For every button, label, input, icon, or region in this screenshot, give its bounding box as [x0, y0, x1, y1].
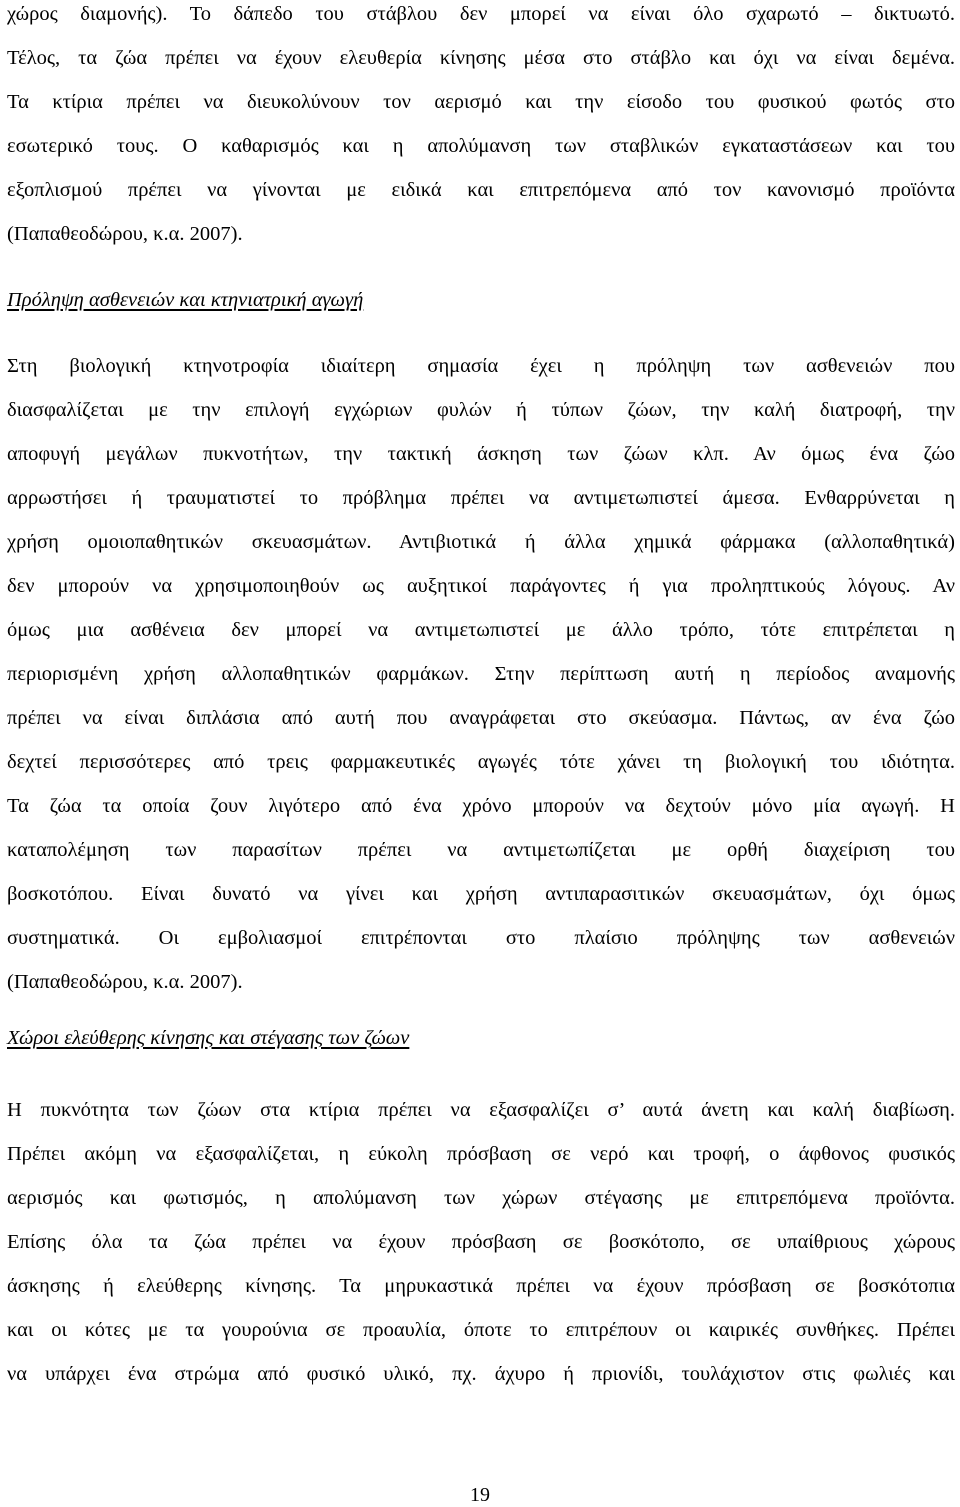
section-heading-housing: Χώροι ελεύθερης κίνησης και στέγασης των ζώων — [7, 1027, 410, 1049]
text-line: (Παπαθεοδώρου, κ.α. 2007). — [7, 971, 243, 993]
text-line: Τα ζώα τα οποία ζουν λιγότερο από ένα χρόνο μπορούν να δεχτούν μόνο μία αγωγή. Η — [7, 795, 955, 817]
text-line: καταπολέμηση των παρασίτων πρέπει να αντιμετωπίζεται με ορθή διαχείριση του — [7, 839, 955, 861]
text-line: δεχτεί περισσότερες από τρεις φαρμακευτικές αγωγές τότε χάνει τη βιολογική του ιδιότητα. — [7, 751, 955, 773]
text-line: χρήση ομοιοπαθητικών σκευασμάτων. Αντιβιοτικά ή άλλα χημικά φάρμακα (αλλοπαθητικά) — [7, 531, 955, 553]
text-line: Τέλος, τα ζώα πρέπει να έχουν ελευθερία κίνησης μέσα στο στάβλο και όχι να είναι δεμένα. — [7, 47, 955, 69]
text-line: εσωτερικό τους. Ο καθαρισμός και η απολύμανση των σταβλικών εγκαταστάσεων και του — [7, 135, 955, 157]
text-line: (Παπαθεοδώρου, κ.α. 2007). — [7, 223, 243, 245]
text-line: Πρέπει ακόμη να εξασφαλίζεται, η εύκολη πρόσβαση σε νερό και τροφή, ο άφθονος φυσικός — [7, 1143, 955, 1165]
text-line: να υπάρχει ένα στρώμα από φυσικό υλικό, πχ. άχυρο ή πριονίδι, τουλάχιστον στις φωλιές και — [7, 1363, 955, 1385]
text-line: δεν μπορούν να χρησιμοποιηθούν ως αυξητικοί παράγοντες ή για προληπτικούς λόγους. Αν — [7, 575, 955, 597]
text-line: αερισμός και φωτισμός, η απολύμανση των χώρων στέγασης με επιτρεπόμενα προϊόντα. — [7, 1187, 955, 1209]
text-line: χώρος διαμονής). Το δάπεδο του στάβλου δεν μπορεί να είναι όλο σχαρωτό – δικτυωτό. — [7, 3, 955, 25]
text-line: Στη βιολογική κτηνοτροφία ιδιαίτερη σημασία έχει η πρόληψη των ασθενειών που — [7, 355, 955, 377]
text-line: Τα κτίρια πρέπει να διευκολύνουν τον αερισμό και την είσοδο του φυσικού φωτός στο — [7, 91, 955, 113]
text-line: Η πυκνότητα των ζώων στα κτίρια πρέπει να εξασφαλίζει σ’ αυτά άνετη και καλή διαβίωση. — [7, 1099, 955, 1121]
section-heading-prevention: Πρόληψη ασθενειών και κτηνιατρική αγωγή — [7, 289, 364, 311]
text-line: βοσκοτόπου. Είναι δυνατό να γίνει και χρήση αντιπαρασιτικών σκευασμάτων, όχι όμως — [7, 883, 955, 905]
text-line: αρρωστήσει ή τραυματιστεί το πρόβλημα πρέπει να αντιμετωπιστεί άμεσα. Ενθαρρύνεται η — [7, 487, 955, 509]
text-line: εξοπλισμού πρέπει να γίνονται με ειδικά και επιτρεπόμενα από τον κανονισμό προϊόντα — [7, 179, 955, 201]
text-line: όμως μια ασθένεια δεν μπορεί να αντιμετωπιστεί με άλλο τρόπο, τότε επιτρέπεται η — [7, 619, 955, 641]
text-line: αποφυγή μεγάλων πυκνοτήτων, την τακτική άσκηση των ζώων κλπ. Αν όμως ένα ζώο — [7, 443, 955, 465]
text-line: συστηματικά. Οι εμβολιασμοί επιτρέπονται στο πλαίσιο πρόληψης των ασθενειών — [7, 927, 955, 949]
text-line: και οι κότες με τα γουρούνια σε προαυλία, όποτε το επιτρέπουν οι καιρικές συνθήκες. Πρέπει — [7, 1319, 955, 1341]
text-line: Επίσης όλα τα ζώα πρέπει να έχουν πρόσβαση σε βοσκότοπο, σε υπαίθριους χώρους — [7, 1231, 955, 1253]
page-number: 19 — [470, 1484, 490, 1506]
text-line: άσκησης ή ελεύθερης κίνησης. Τα μηρυκαστικά πρέπει να έχουν πρόσβαση σε βοσκότοπια — [7, 1275, 955, 1297]
text-line: πρέπει να είναι διπλάσια από αυτή που αναγράφεται στο σκεύασμα. Πάντως, αν ένα ζώο — [7, 707, 955, 729]
text-line: περιορισμένη χρήση αλλοπαθητικών φαρμάκων. Στην περίπτωση αυτή η περίοδος αναμονής — [7, 663, 955, 685]
text-line: διασφαλίζεται με την επιλογή εγχώριων φυλών ή τύπων ζώων, την καλή διατροφή, την — [7, 399, 955, 421]
